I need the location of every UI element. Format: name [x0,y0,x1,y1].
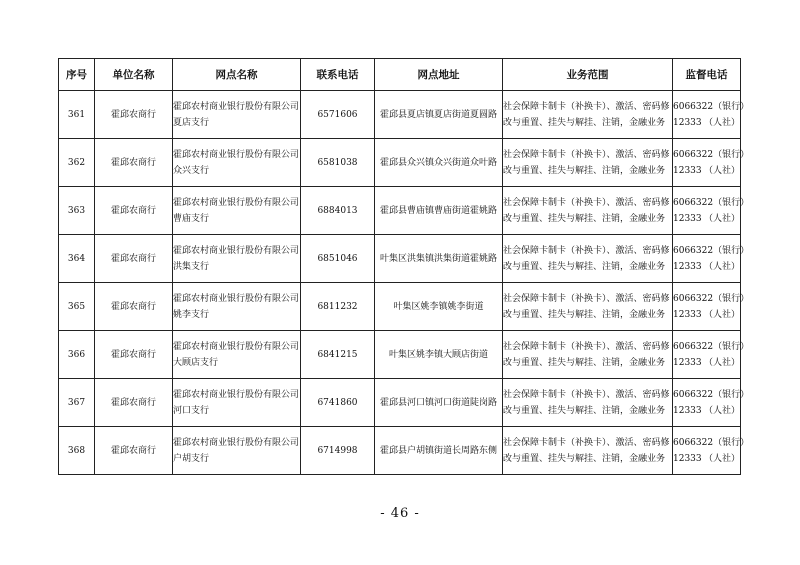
cell-supervision-phone [673,235,750,283]
cell-scope: 社会保障卡制卡（补换卡）、激活、密码修改与重置、挂失与解挂、注销，金融业务 [503,427,673,475]
supervision-bank-number: 6066322 [673,101,714,112]
cell-address: 霍邱县户胡镇街道长周路东侧 [375,427,503,475]
cell-branch-name: 霍邱农村商业银行股份有限公司大顾店支行 [173,331,301,379]
supervision-hr-tag: （人社） [703,309,740,320]
header-unit: 单位名称 [95,59,173,91]
cell-branch-name: 霍邱农村商业银行股份有限公司姚李支行 [173,283,301,331]
cell-address: 霍邱县众兴镇众兴街道众叶路 [375,139,503,187]
cell-branch-name: 霍邱农村商业银行股份有限公司曹庙支行 [173,187,301,235]
table-row [59,187,741,235]
table-body [59,91,750,475]
cell-scope: 社会保障卡制卡（补换卡）、激活、密码修改与重置、挂失与解挂、注销，金融业务 [503,283,673,331]
supervision-bank-line [673,435,750,451]
supervision-hr-number: 12333 [673,261,702,272]
supervision-hr-number: 12333 [673,309,702,320]
cell-unit: 霍邱农商行 [95,379,173,427]
supervision-hr-number: 12333 [673,405,702,416]
cell-scope: 社会保障卡制卡（补换卡）、激活、密码修改与重置、挂失与解挂、注销，金融业务 [503,139,673,187]
cell-index: 361 [59,91,95,139]
cell-phone: 6851046 [301,235,375,283]
supervision-bank-tag: （银行） [713,389,750,400]
cell-index: 367 [59,379,95,427]
supervision-bank-number: 6066322 [673,293,714,304]
supervision-bank-line [673,243,750,259]
supervision-hr-number: 12333 [673,117,702,128]
table-header-row [59,59,741,91]
supervision-hr-line [673,403,740,419]
supervision-bank-tag: （银行） [713,149,750,160]
cell-index: 364 [59,235,95,283]
supervision-bank-tag: （银行） [713,437,750,448]
cell-address: 霍邱县夏店镇夏店街道夏圆路 [375,91,503,139]
cell-index: 365 [59,283,95,331]
supervision-hr-line [673,115,740,131]
cell-address: 叶集区姚李镇大顾店街道 [375,331,503,379]
cell-address: 叶集区姚李镇姚李街道 [375,283,503,331]
cell-unit: 霍邱农商行 [95,187,173,235]
cell-unit: 霍邱农商行 [95,283,173,331]
cell-phone: 6714998 [301,427,375,475]
cell-scope: 社会保障卡制卡（补换卡）、激活、密码修改与重置、挂失与解挂、注销，金融业务 [503,331,673,379]
supervision-bank-tag: （银行） [713,341,750,352]
supervision-bank-number: 6066322 [673,245,714,256]
table-row [59,379,741,427]
supervision-bank-line [673,387,750,403]
cell-supervision-phone [673,331,750,379]
supervision-hr-tag: （人社） [703,357,740,368]
cell-branch-name: 霍邱农村商业银行股份有限公司河口支行 [173,379,301,427]
cell-scope: 社会保障卡制卡（补换卡）、激活、密码修改与重置、挂失与解挂、注销，金融业务 [503,187,673,235]
supervision-hr-line [673,211,740,227]
cell-phone: 6571606 [301,91,375,139]
cell-branch-name: 霍邱农村商业银行股份有限公司洪集支行 [173,235,301,283]
supervision-hr-tag: （人社） [703,453,740,464]
cell-index: 368 [59,427,95,475]
header-index: 序号 [59,59,95,91]
table-row [59,139,741,187]
cell-phone: 6741860 [301,379,375,427]
cell-supervision-phone [673,91,750,139]
cell-phone: 6884013 [301,187,375,235]
cell-address: 霍邱县河口镇河口街道陡岗路 [375,379,503,427]
supervision-hr-tag: （人社） [703,405,740,416]
supervision-bank-number: 6066322 [673,437,714,448]
cell-scope: 社会保障卡制卡（补换卡）、激活、密码修改与重置、挂失与解挂、注销，金融业务 [503,235,673,283]
supervision-bank-line [673,147,750,163]
supervision-hr-tag: （人社） [703,165,740,176]
cell-unit: 霍邱农商行 [95,331,173,379]
cell-branch-name: 霍邱农村商业银行股份有限公司户胡支行 [173,427,301,475]
supervision-bank-line [673,291,750,307]
supervision-bank-number: 6066322 [673,341,714,352]
supervision-hr-number: 12333 [673,213,702,224]
cell-address: 叶集区洪集镇洪集街道霍姚路 [375,235,503,283]
supervision-bank-number: 6066322 [673,389,714,400]
table-row [59,283,741,331]
supervision-bank-tag: （银行） [713,101,750,112]
supervision-hr-tag: （人社） [703,261,740,272]
supervision-hr-number: 12333 [673,165,702,176]
supervision-hr-tag: （人社） [703,213,740,224]
supervision-hr-line [673,259,740,275]
table-row [59,235,741,283]
page-number: - 46 - [380,506,420,521]
cell-phone: 6841215 [301,331,375,379]
supervision-hr-tag: （人社） [703,117,740,128]
cell-branch-name: 霍邱农村商业银行股份有限公司众兴支行 [173,139,301,187]
supervision-bank-tag: （银行） [713,197,750,208]
table-row [59,427,741,475]
supervision-bank-line [673,339,750,355]
cell-unit: 霍邱农商行 [95,427,173,475]
table-row [59,331,741,379]
cell-phone: 6811232 [301,283,375,331]
supervision-hr-line [673,163,740,179]
header-scope: 业务范围 [503,59,673,91]
branch-table [58,58,750,475]
cell-unit: 霍邱农商行 [95,235,173,283]
supervision-hr-line [673,355,740,371]
cell-address: 霍邱县曹庙镇曹庙街道霍姚路 [375,187,503,235]
cell-phone: 6581038 [301,139,375,187]
cell-unit: 霍邱农商行 [95,139,173,187]
header-supervision-phone: 监督电话 [673,59,741,91]
cell-index: 366 [59,331,95,379]
table-row [59,91,741,139]
cell-supervision-phone [673,139,750,187]
supervision-hr-line [673,451,740,467]
supervision-bank-number: 6066322 [673,149,714,160]
cell-unit: 霍邱农商行 [95,91,173,139]
supervision-bank-tag: （银行） [713,245,750,256]
supervision-bank-tag: （银行） [713,293,750,304]
header-branch-name: 网点名称 [173,59,301,91]
supervision-bank-line [673,99,750,115]
cell-supervision-phone [673,427,750,475]
cell-index: 362 [59,139,95,187]
cell-index: 363 [59,187,95,235]
cell-scope: 社会保障卡制卡（补换卡）、激活、密码修改与重置、挂失与解挂、注销，金融业务 [503,379,673,427]
header-phone: 联系电话 [301,59,375,91]
header-address: 网点地址 [375,59,503,91]
cell-scope: 社会保障卡制卡（补换卡）、激活、密码修改与重置、挂失与解挂、注销，金融业务 [503,91,673,139]
supervision-bank-number: 6066322 [673,197,714,208]
cell-branch-name: 霍邱农村商业银行股份有限公司夏店支行 [173,91,301,139]
cell-supervision-phone [673,379,750,427]
supervision-bank-line [673,195,750,211]
supervision-hr-number: 12333 [673,453,702,464]
cell-supervision-phone [673,283,750,331]
cell-supervision-phone [673,187,750,235]
supervision-hr-number: 12333 [673,357,702,368]
supervision-hr-line [673,307,740,323]
